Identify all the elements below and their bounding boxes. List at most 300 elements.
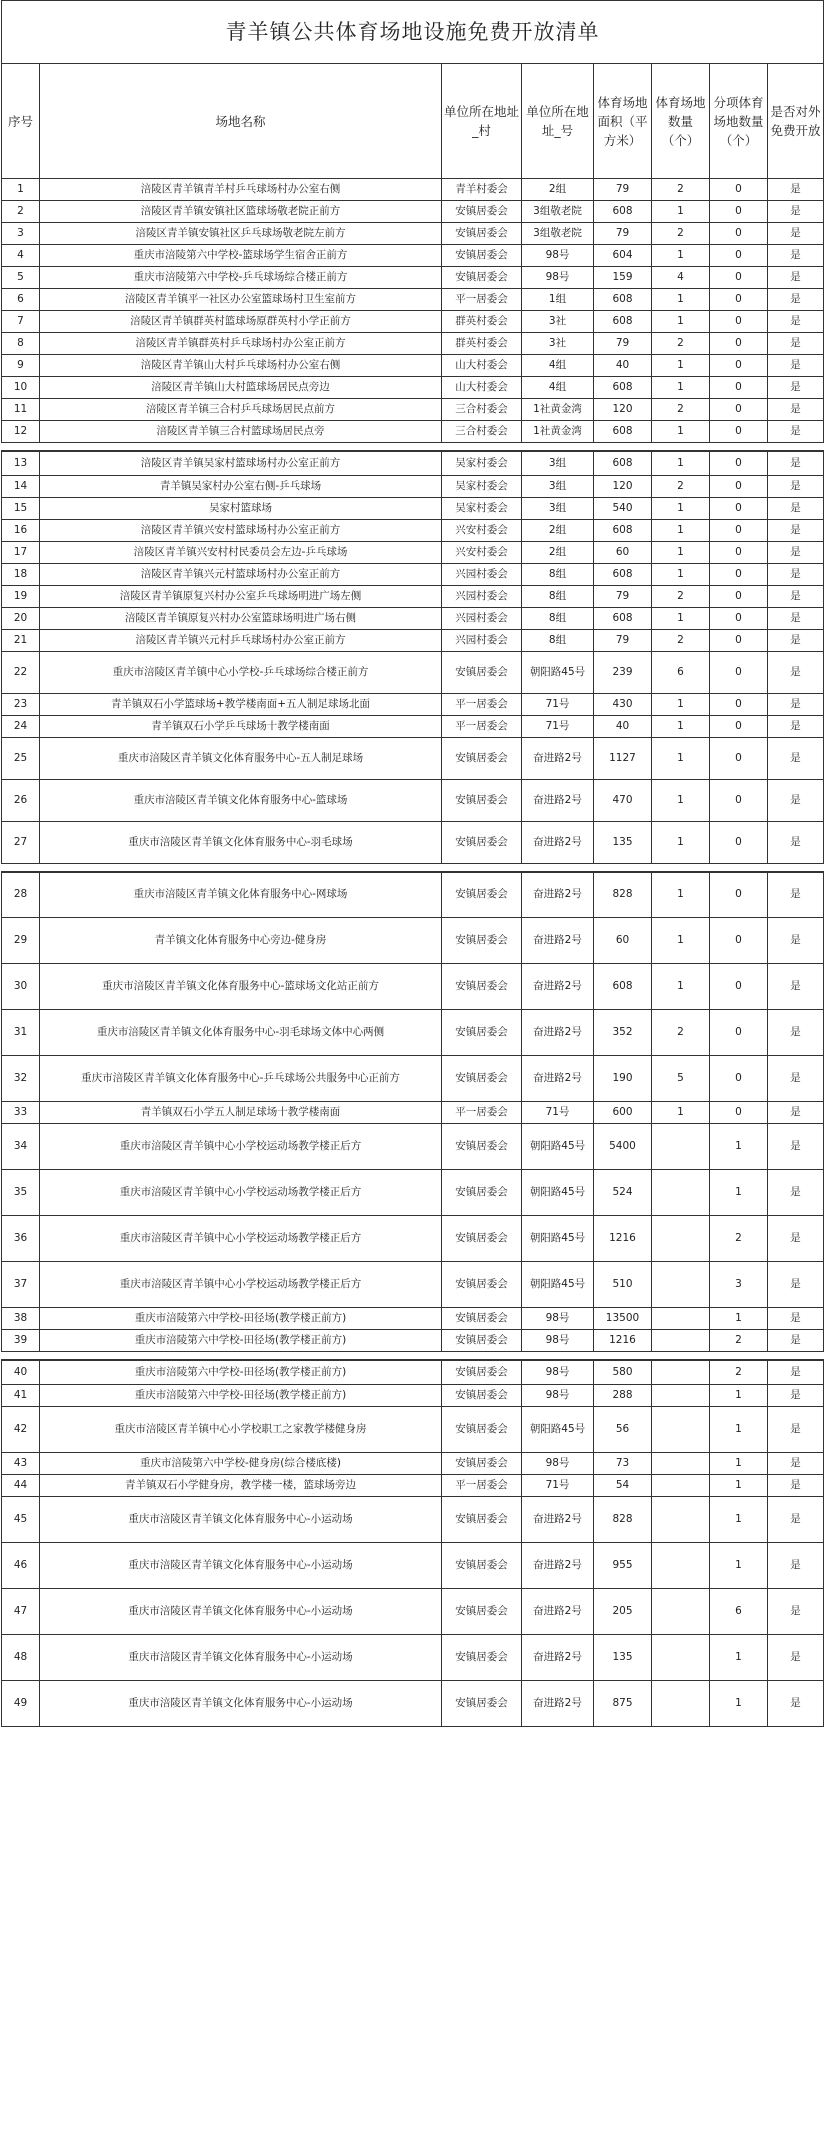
cell-seq: 9 — [2, 355, 40, 377]
cell-unit: 安镇居委会 — [442, 821, 522, 863]
cell-addr: 98号 — [522, 1308, 594, 1330]
cell-area: 159 — [594, 267, 652, 289]
table-row — [2, 872, 824, 918]
cell-free: 是 — [768, 1330, 824, 1352]
cell-name: 重庆市涪陵区青羊镇文化体育服务中心-小运动场 — [40, 1588, 442, 1634]
cell-sub: 0 — [710, 497, 768, 519]
cell-area: 955 — [594, 1542, 652, 1588]
cell-sub: 1 — [710, 1474, 768, 1496]
table-row — [2, 421, 824, 443]
cell-sub: 0 — [710, 223, 768, 245]
table-row — [2, 629, 824, 651]
cell-addr: 71号 — [522, 1102, 594, 1124]
cell-unit: 安镇居委会 — [442, 918, 522, 964]
cell-sub: 0 — [710, 451, 768, 475]
cell-sub: 0 — [710, 421, 768, 443]
cell-area: 120 — [594, 399, 652, 421]
cell-area: 524 — [594, 1170, 652, 1216]
table-row — [2, 1588, 824, 1634]
cell-sub: 1 — [710, 1308, 768, 1330]
cell-count: 1 — [652, 201, 710, 223]
cell-seq: 24 — [2, 715, 40, 737]
cell-area: 1216 — [594, 1330, 652, 1352]
cell-unit: 山大村委会 — [442, 355, 522, 377]
cell-name: 青羊镇双石小学乒乓球场十教学楼南面 — [40, 715, 442, 737]
cell-unit: 安镇居委会 — [442, 964, 522, 1010]
cell-unit: 安镇居委会 — [442, 1262, 522, 1308]
cell-addr: 98号 — [522, 1452, 594, 1474]
cell-free: 是 — [768, 1588, 824, 1634]
cell-count: 1 — [652, 451, 710, 475]
cell-area: 1216 — [594, 1216, 652, 1262]
cell-count: 1 — [652, 821, 710, 863]
cell-count: 1 — [652, 289, 710, 311]
table-row — [2, 1474, 824, 1496]
cell-count: 1 — [652, 377, 710, 399]
cell-free: 是 — [768, 333, 824, 355]
cell-area: 79 — [594, 333, 652, 355]
cell-area: 608 — [594, 289, 652, 311]
cell-name: 重庆市涪陵第六中学校-田径场(教学楼正前方) — [40, 1308, 442, 1330]
cell-count — [652, 1124, 710, 1170]
cell-count — [652, 1452, 710, 1474]
table-row — [2, 267, 824, 289]
cell-name: 重庆市涪陵区青羊镇中心小学校运动场教学楼正后方 — [40, 1262, 442, 1308]
cell-free: 是 — [768, 399, 824, 421]
cell-unit: 吴家村委会 — [442, 475, 522, 497]
cell-count: 2 — [652, 475, 710, 497]
table-row — [2, 289, 824, 311]
cell-count — [652, 1542, 710, 1588]
cell-name: 涪陵区青羊镇原复兴村办公室篮球场明进广场右侧 — [40, 607, 442, 629]
table-row — [2, 1330, 824, 1352]
table-row — [2, 497, 824, 519]
cell-seq: 27 — [2, 821, 40, 863]
cell-free: 是 — [768, 821, 824, 863]
table-row — [2, 693, 824, 715]
cell-area: 510 — [594, 1262, 652, 1308]
header-seq: 序号 — [2, 64, 40, 179]
cell-free: 是 — [768, 715, 824, 737]
cell-seq: 39 — [2, 1330, 40, 1352]
cell-seq: 13 — [2, 451, 40, 475]
cell-unit: 安镇居委会 — [442, 1360, 522, 1384]
cell-sub: 0 — [710, 355, 768, 377]
cell-name: 重庆市涪陵区青羊镇文化体育服务中心-羽毛球场文体中心两侧 — [40, 1010, 442, 1056]
cell-unit: 安镇居委会 — [442, 267, 522, 289]
cell-addr: 奋进路2号 — [522, 1496, 594, 1542]
cell-seq: 42 — [2, 1406, 40, 1452]
section-divider — [2, 443, 824, 452]
cell-name: 重庆市涪陵第六中学校-田径场(教学楼正前方) — [40, 1360, 442, 1384]
cell-sub: 1 — [710, 1542, 768, 1588]
cell-name: 重庆市涪陵区青羊镇文化体育服务中心-小运动场 — [40, 1496, 442, 1542]
cell-unit: 平一居委会 — [442, 693, 522, 715]
cell-free: 是 — [768, 1360, 824, 1384]
cell-addr: 奋进路2号 — [522, 737, 594, 779]
cell-seq: 17 — [2, 541, 40, 563]
cell-area: 190 — [594, 1056, 652, 1102]
cell-free: 是 — [768, 223, 824, 245]
cell-seq: 46 — [2, 1542, 40, 1588]
cell-area: 608 — [594, 311, 652, 333]
cell-sub: 0 — [710, 918, 768, 964]
cell-seq: 30 — [2, 964, 40, 1010]
cell-addr: 3社 — [522, 333, 594, 355]
cell-count: 1 — [652, 779, 710, 821]
cell-free: 是 — [768, 1496, 824, 1542]
cell-name: 涪陵区青羊镇安镇社区乒乓球场敬老院左前方 — [40, 223, 442, 245]
cell-free: 是 — [768, 267, 824, 289]
cell-free: 是 — [768, 1308, 824, 1330]
cell-addr: 朝阳路45号 — [522, 1124, 594, 1170]
cell-count: 1 — [652, 693, 710, 715]
table-row — [2, 1262, 824, 1308]
cell-count — [652, 1384, 710, 1406]
cell-unit: 群英村委会 — [442, 311, 522, 333]
table-row — [2, 475, 824, 497]
cell-count — [652, 1634, 710, 1680]
cell-unit: 群英村委会 — [442, 333, 522, 355]
table-row — [2, 1406, 824, 1452]
cell-area: 604 — [594, 245, 652, 267]
cell-free: 是 — [768, 377, 824, 399]
cell-area: 580 — [594, 1360, 652, 1384]
cell-free: 是 — [768, 1124, 824, 1170]
cell-addr: 奋进路2号 — [522, 1010, 594, 1056]
page-title: 青羊镇公共体育场地设施免费开放清单 — [2, 1, 824, 64]
cell-area: 135 — [594, 821, 652, 863]
cell-unit: 三合村委会 — [442, 399, 522, 421]
cell-seq: 48 — [2, 1634, 40, 1680]
cell-unit: 安镇居委会 — [442, 1124, 522, 1170]
cell-name: 重庆市涪陵区青羊镇文化体育服务中心-乒乓球场公共服务中心正前方 — [40, 1056, 442, 1102]
cell-area: 828 — [594, 1496, 652, 1542]
table-row — [2, 201, 824, 223]
cell-seq: 41 — [2, 1384, 40, 1406]
cell-addr: 8组 — [522, 607, 594, 629]
cell-unit: 安镇居委会 — [442, 1010, 522, 1056]
cell-addr: 奋进路2号 — [522, 872, 594, 918]
cell-area: 5400 — [594, 1124, 652, 1170]
cell-unit: 安镇居委会 — [442, 1496, 522, 1542]
section-divider — [2, 1352, 824, 1361]
table-row — [2, 607, 824, 629]
cell-area: 608 — [594, 519, 652, 541]
table-row — [2, 1216, 824, 1262]
cell-free: 是 — [768, 519, 824, 541]
cell-count: 1 — [652, 355, 710, 377]
cell-area: 352 — [594, 1010, 652, 1056]
cell-seq: 29 — [2, 918, 40, 964]
cell-count — [652, 1588, 710, 1634]
table-row — [2, 779, 824, 821]
cell-area: 430 — [594, 693, 652, 715]
cell-count: 1 — [652, 311, 710, 333]
cell-name: 涪陵区青羊镇青羊村乒乓球场村办公室右侧 — [40, 179, 442, 201]
cell-name: 青羊镇双石小学健身房，教学楼一楼，篮球场旁边 — [40, 1474, 442, 1496]
cell-sub: 0 — [710, 964, 768, 1010]
section-divider-cell — [2, 863, 824, 872]
cell-name: 涪陵区青羊镇山大村篮球场居民点旁边 — [40, 377, 442, 399]
cell-area: 540 — [594, 497, 652, 519]
cell-sub: 0 — [710, 737, 768, 779]
cell-free: 是 — [768, 693, 824, 715]
cell-name: 重庆市涪陵第六中学校-田径场(教学楼正前方) — [40, 1384, 442, 1406]
cell-free: 是 — [768, 451, 824, 475]
cell-free: 是 — [768, 1680, 824, 1726]
cell-area: 470 — [594, 779, 652, 821]
cell-seq: 19 — [2, 585, 40, 607]
cell-unit: 兴安村委会 — [442, 519, 522, 541]
cell-sub: 0 — [710, 399, 768, 421]
cell-sub: 1 — [710, 1634, 768, 1680]
cell-seq: 20 — [2, 607, 40, 629]
cell-area: 13500 — [594, 1308, 652, 1330]
cell-name: 涪陵区青羊镇三合村篮球场居民点旁 — [40, 421, 442, 443]
table-row — [2, 1680, 824, 1726]
cell-name: 涪陵区青羊镇群英村篮球场原群英村小学正前方 — [40, 311, 442, 333]
cell-free: 是 — [768, 1102, 824, 1124]
cell-free: 是 — [768, 311, 824, 333]
cell-sub: 1 — [710, 1680, 768, 1726]
cell-sub: 0 — [710, 629, 768, 651]
cell-unit: 安镇居委会 — [442, 651, 522, 693]
cell-free: 是 — [768, 1216, 824, 1262]
cell-sub: 0 — [710, 1056, 768, 1102]
cell-name: 重庆市涪陵第六中学校-篮球场学生宿舍正前方 — [40, 245, 442, 267]
cell-name: 青羊镇吴家村办公室右侧-乒乓球场 — [40, 475, 442, 497]
cell-unit: 安镇居委会 — [442, 1542, 522, 1588]
cell-area: 79 — [594, 223, 652, 245]
cell-addr: 朝阳路45号 — [522, 1216, 594, 1262]
cell-unit: 安镇居委会 — [442, 223, 522, 245]
cell-unit: 吴家村委会 — [442, 451, 522, 475]
cell-free: 是 — [768, 1262, 824, 1308]
table-row — [2, 1452, 824, 1474]
cell-count: 2 — [652, 179, 710, 201]
cell-unit: 安镇居委会 — [442, 245, 522, 267]
cell-sub: 0 — [710, 289, 768, 311]
cell-addr: 4组 — [522, 355, 594, 377]
cell-free: 是 — [768, 1542, 824, 1588]
header-free: 是否对外免费开放 — [768, 64, 824, 179]
cell-addr: 3组 — [522, 475, 594, 497]
cell-seq: 18 — [2, 563, 40, 585]
cell-sub: 2 — [710, 1216, 768, 1262]
table-row — [2, 1124, 824, 1170]
cell-seq: 32 — [2, 1056, 40, 1102]
cell-sub: 2 — [710, 1330, 768, 1352]
cell-sub: 1 — [710, 1384, 768, 1406]
cell-area: 40 — [594, 355, 652, 377]
cell-free: 是 — [768, 1384, 824, 1406]
cell-sub: 0 — [710, 607, 768, 629]
cell-addr: 8组 — [522, 629, 594, 651]
cell-addr: 奋进路2号 — [522, 918, 594, 964]
cell-seq: 35 — [2, 1170, 40, 1216]
cell-addr: 98号 — [522, 267, 594, 289]
header-count: 体育场地数量（个） — [652, 64, 710, 179]
cell-addr: 奋进路2号 — [522, 1634, 594, 1680]
cell-free: 是 — [768, 563, 824, 585]
cell-count: 2 — [652, 585, 710, 607]
table-row — [2, 1170, 824, 1216]
cell-unit: 兴园村委会 — [442, 585, 522, 607]
cell-addr: 奋进路2号 — [522, 964, 594, 1010]
cell-area: 56 — [594, 1406, 652, 1452]
table-row — [2, 399, 824, 421]
cell-free: 是 — [768, 607, 824, 629]
cell-unit: 安镇居委会 — [442, 1308, 522, 1330]
cell-area: 608 — [594, 964, 652, 1010]
cell-area: 60 — [594, 541, 652, 563]
cell-area: 54 — [594, 1474, 652, 1496]
cell-addr: 朝阳路45号 — [522, 651, 594, 693]
cell-addr: 8组 — [522, 585, 594, 607]
cell-unit: 安镇居委会 — [442, 1330, 522, 1352]
cell-area: 73 — [594, 1452, 652, 1474]
cell-name: 重庆市涪陵区青羊镇文化体育服务中心-五人制足球场 — [40, 737, 442, 779]
cell-addr: 71号 — [522, 715, 594, 737]
cell-sub: 0 — [710, 475, 768, 497]
cell-unit: 兴园村委会 — [442, 629, 522, 651]
cell-free: 是 — [768, 918, 824, 964]
cell-seq: 2 — [2, 201, 40, 223]
cell-unit: 平一居委会 — [442, 1474, 522, 1496]
cell-seq: 4 — [2, 245, 40, 267]
cell-seq: 1 — [2, 179, 40, 201]
cell-area: 135 — [594, 1634, 652, 1680]
cell-sub: 0 — [710, 311, 768, 333]
cell-count: 1 — [652, 918, 710, 964]
cell-sub: 0 — [710, 519, 768, 541]
cell-seq: 33 — [2, 1102, 40, 1124]
cell-free: 是 — [768, 1406, 824, 1452]
cell-count — [652, 1496, 710, 1542]
cell-addr: 奋进路2号 — [522, 1680, 594, 1726]
table-row — [2, 1308, 824, 1330]
table-row — [2, 333, 824, 355]
cell-free: 是 — [768, 585, 824, 607]
cell-count — [652, 1330, 710, 1352]
table-row — [2, 1542, 824, 1588]
cell-count — [652, 1308, 710, 1330]
cell-sub: 0 — [710, 1102, 768, 1124]
table-row — [2, 355, 824, 377]
cell-area: 608 — [594, 607, 652, 629]
cell-count: 1 — [652, 245, 710, 267]
cell-area: 608 — [594, 421, 652, 443]
cell-count: 5 — [652, 1056, 710, 1102]
table-row — [2, 519, 824, 541]
cell-sub: 1 — [710, 1452, 768, 1474]
cell-unit: 兴园村委会 — [442, 563, 522, 585]
cell-seq: 31 — [2, 1010, 40, 1056]
cell-seq: 25 — [2, 737, 40, 779]
table-row — [2, 918, 824, 964]
cell-name: 重庆市涪陵区青羊镇文化体育服务中心-羽毛球场 — [40, 821, 442, 863]
cell-name: 重庆市涪陵区青羊镇中心小学校-乒乓球场综合楼正前方 — [40, 651, 442, 693]
cell-seq: 28 — [2, 872, 40, 918]
table-row — [2, 179, 824, 201]
cell-name: 涪陵区青羊镇兴安村村民委员会左边-乒乓球场 — [40, 541, 442, 563]
cell-seq: 22 — [2, 651, 40, 693]
cell-count — [652, 1262, 710, 1308]
cell-count: 1 — [652, 421, 710, 443]
cell-count: 1 — [652, 497, 710, 519]
cell-sub: 0 — [710, 563, 768, 585]
cell-free: 是 — [768, 355, 824, 377]
cell-seq: 10 — [2, 377, 40, 399]
facility-table — [1, 0, 824, 1727]
cell-seq: 6 — [2, 289, 40, 311]
cell-name: 涪陵区青羊镇山大村乒乓球场村办公室右侧 — [40, 355, 442, 377]
cell-area: 608 — [594, 201, 652, 223]
cell-addr: 奋进路2号 — [522, 1588, 594, 1634]
cell-sub: 1 — [710, 1170, 768, 1216]
table-row — [2, 964, 824, 1010]
cell-addr: 1社黄金湾 — [522, 399, 594, 421]
cell-addr: 1社黄金湾 — [522, 421, 594, 443]
cell-count — [652, 1170, 710, 1216]
cell-unit: 安镇居委会 — [442, 1588, 522, 1634]
cell-name: 重庆市涪陵区青羊镇中心小学校运动场教学楼正后方 — [40, 1170, 442, 1216]
cell-seq: 38 — [2, 1308, 40, 1330]
cell-sub: 0 — [710, 333, 768, 355]
cell-unit: 安镇居委会 — [442, 1452, 522, 1474]
cell-free: 是 — [768, 245, 824, 267]
cell-unit: 青羊村委会 — [442, 179, 522, 201]
cell-addr: 4组 — [522, 377, 594, 399]
cell-unit: 安镇居委会 — [442, 1406, 522, 1452]
cell-unit: 安镇居委会 — [442, 1680, 522, 1726]
cell-name: 重庆市涪陵区青羊镇文化体育服务中心-篮球场文化站正前方 — [40, 964, 442, 1010]
cell-name: 涪陵区青羊镇兴元村篮球场村办公室正前方 — [40, 563, 442, 585]
table-row — [2, 1384, 824, 1406]
cell-unit: 三合村委会 — [442, 421, 522, 443]
cell-name: 青羊镇双石小学五人制足球场十教学楼南面 — [40, 1102, 442, 1124]
cell-name: 吴家村篮球场 — [40, 497, 442, 519]
cell-sub: 0 — [710, 715, 768, 737]
cell-count — [652, 1216, 710, 1262]
cell-free: 是 — [768, 497, 824, 519]
cell-addr: 98号 — [522, 245, 594, 267]
cell-count: 1 — [652, 519, 710, 541]
cell-name: 重庆市涪陵区青羊镇文化体育服务中心-小运动场 — [40, 1542, 442, 1588]
cell-addr: 3组 — [522, 451, 594, 475]
cell-addr: 98号 — [522, 1384, 594, 1406]
cell-free: 是 — [768, 1474, 824, 1496]
table-row — [2, 1496, 824, 1542]
cell-count: 4 — [652, 267, 710, 289]
cell-unit: 兴园村委会 — [442, 607, 522, 629]
cell-count: 1 — [652, 1102, 710, 1124]
cell-unit: 安镇居委会 — [442, 1216, 522, 1262]
cell-name: 重庆市涪陵区青羊镇中心小学校职工之家教学楼健身房 — [40, 1406, 442, 1452]
cell-count: 1 — [652, 872, 710, 918]
cell-seq: 43 — [2, 1452, 40, 1474]
cell-name: 重庆市涪陵区青羊镇文化体育服务中心-小运动场 — [40, 1680, 442, 1726]
cell-seq: 36 — [2, 1216, 40, 1262]
table-row — [2, 245, 824, 267]
cell-free: 是 — [768, 289, 824, 311]
cell-unit: 安镇居委会 — [442, 1056, 522, 1102]
cell-sub: 6 — [710, 1588, 768, 1634]
cell-unit: 安镇居委会 — [442, 737, 522, 779]
cell-name: 重庆市涪陵区青羊镇中心小学校运动场教学楼正后方 — [40, 1124, 442, 1170]
cell-sub: 0 — [710, 377, 768, 399]
